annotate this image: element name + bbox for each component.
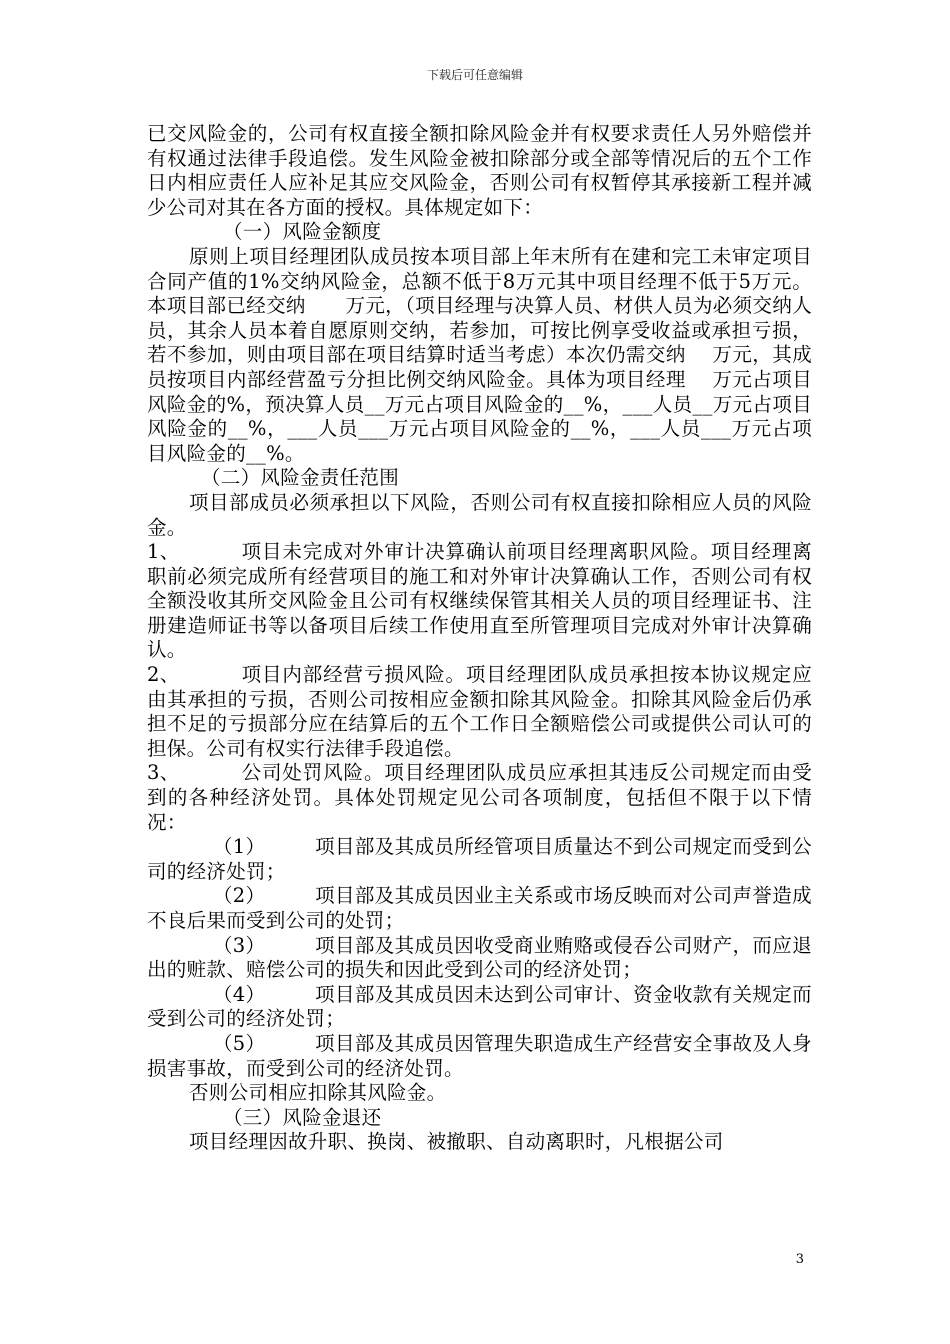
sub-list-text: 项目部及其成员所经管项目质量达不到公司规定而受到公司的经济处罚； [147, 835, 812, 883]
paragraph: 已交风险金的，公司有权直接全额扣除风险金并有权要求责任人另外赔偿并有权通过法律手段追偿。发生风险金被扣除部分或全部等情况后的五个工作日内相应责任人应补足其应交风险金，否则公司有权暂停其承接新工程并减少公司对其在各方面的授权。具体规定如下： [147, 122, 812, 219]
sub-list-item [147, 884, 812, 933]
list-text: 公司处罚风险。项目经理团队成员应承担其违反公司规定而由受到的各种经济处罚。具体处罚规定见公司各项制度，包括但不限于以下情况： [147, 761, 812, 834]
list-item [147, 540, 812, 663]
sub-list-item [147, 835, 812, 884]
sub-list-item [147, 934, 812, 983]
list-number: 1、 [147, 540, 180, 564]
page-header: 下载后可任意编辑 [426, 68, 523, 82]
list-number: 2、 [147, 663, 180, 687]
sub-list-text: 项目部及其成员因未达到公司审计、资金收款有关规定而受到公司的经济处罚； [147, 982, 812, 1031]
list-text: 项目内部经营亏损风险。项目经理团队成员承担按本协议规定应由其承担的亏损，否则公司按相应金额扣除其风险金。扣除其风险金后仍承担不足的亏损部分应在结算后的五个工作日全额赔偿公司或提供公司认可的担保。公司有权实行法律手段追偿。 [147, 663, 812, 760]
section-heading: （一）风险金额度 [223, 220, 382, 244]
list-item [147, 761, 812, 835]
list-text: 项目未完成对外审计决算确认前项目经理离职风险。项目经理离职前必须完成所有经营项目的施工和对外审计决算确认工作，否则公司有权全额没收其所交风险金且公司有权继续保管其相关人员的项目经理证书、注册建造师证书等以备项目后续工作使用直至所管理项目完成对外审计决算确认。 [147, 540, 812, 662]
paragraph: 项目部成员必须承担以下风险，否则公司有权直接扣除相应人员的风险金。 [147, 490, 812, 539]
sub-list-number: （1） [213, 835, 266, 859]
list-item [147, 663, 812, 761]
section-heading: （三）风险金退还 [223, 1105, 382, 1129]
document-body [147, 122, 812, 1155]
sub-list-text: 项目部及其成员因业主关系或市场反映而对公司声誉造成不良后果而受到公司的处罚； [147, 884, 812, 932]
section-heading: （二）风险金责任范围 [201, 466, 400, 490]
sub-list-item [147, 1032, 812, 1081]
paragraph: 否则公司相应扣除其风险金。 [189, 1081, 447, 1105]
page-number: 3 [795, 1252, 804, 1267]
sub-list-number: （3） [213, 933, 266, 957]
sub-list-number: （5） [213, 1031, 266, 1055]
sub-list-number: （2） [213, 884, 266, 908]
paragraph: 原则上项目经理团队成员按本项目部上年末所有在建和完工未审定项目合同产值的1%交纳风险金，总额不低于8万元其中项目经理不低于5万元。本项目部已经交纳 万元，（项目经理与决算人员、材供人员为必须交纳人员，其余人员本着自愿原则交纳，若参加，可按比例享受收益或承担亏损，若不参加，则由项目部在项目结算时适当考虑）本次仍需交纳 万元，其成员按项目内部经营盈亏分担比例交纳风险金。具体为项目经理 万元占项目风险金的%，预决算人员__万元占项目风险金的__%，___人员__万元占项目风险金的__%，___人员___万元占项目风险金的__%，___人员___万元占项目风险金的__%。 [147, 244, 812, 465]
sub-list-text: 项目部及其成员因收受商业贿赂或侵吞公司财产，而应退出的赃款、赔偿公司的损失和因此受到公司的经济处罚； [147, 933, 812, 982]
sub-list-item [147, 983, 812, 1032]
sub-list-text: 项目部及其成员因管理失职造成生产经营安全事故及人身损害事故，而受到公司的经济处罚。 [147, 1031, 812, 1080]
sub-list-number: （4） [213, 982, 266, 1006]
list-number: 3、 [147, 761, 180, 785]
paragraph: 项目经理因故升职、换岗、被撤职、自动离职时，凡根据公司 [189, 1130, 724, 1154]
